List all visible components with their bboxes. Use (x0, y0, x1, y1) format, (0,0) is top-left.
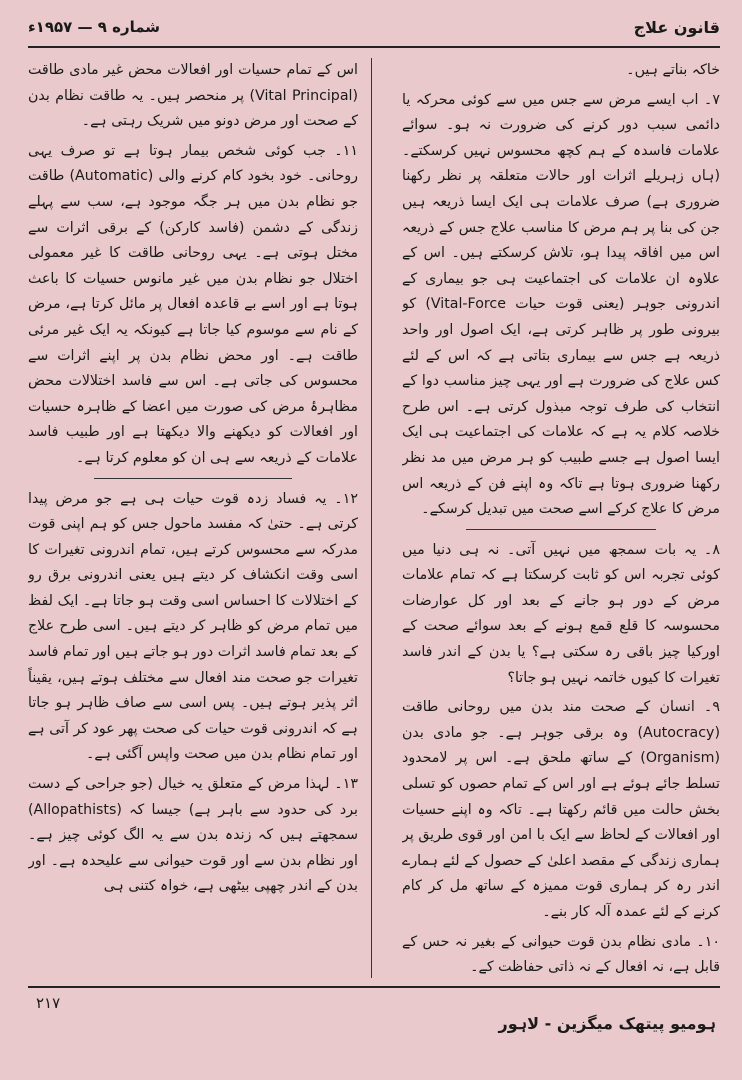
paragraph: اس کے تمام حسیات اور افعالات محض غیر مادی طاقت (Vital Principal) پر منحصر ہیں۔ یہ طاقت نظام بدن کے صحت اور مرض دونو میں شریک رہتی ہے۔ (28, 62, 358, 130)
paragraph: ۱۳۔ لہذا مرض کے متعلق یہ خیال (جو جراحی کے دست برد کی حدود سے باہر ہے) جیسا کہ (Allopathists) سمجھتے ہیں کہ زندہ بدن سے یہ الگ کوئی چیز ہے۔ اور نظام بدن سے اور قوت حیوانی سے علیحدہ ہے۔ اور بدن کے اندر چھپی بیٹھی ہے، خواہ کتنی ہی (28, 776, 358, 895)
left-column (28, 58, 358, 978)
page-footer (28, 986, 720, 1048)
paragraph: ۱۱۔ جب کوئی شخص بیمار ہوتا ہے تو صرف یہی روحانی۔ خود بخود کام کرنے والی (Automatic) طاقت جو نظام بدن میں ہر جگہ موجود ہے، سب سے پہلے زندگی کے دشمن (فاسد کارکن) کے برقی اثرات سے مختل ہوتی ہے۔ یہی روحانی طاقت کا غیر معمولی اختلال جو نظام بدن میں غیر مانوس حسیات کا باعث ہوتا ہے اور اسے بے قاعدہ افعال پر مائل کرتا ہے، مرض کے نام سے موسوم کیا جاتا ہے کیونکہ یہ ایک غیر مرئی طاقت ہے۔ اور محض نظام بدن پر اپنے اثرات سے محسوس کی جاتی ہے۔ اس سے فاسد اختلالات محض مظاہرۂ مرض کی صورت میں اعضا کے ظاہرہ حسیات اور افعالات کو دیکھنے والا دیکھتا ہے اور طبیب فاسد علامات کے ذریعہ سے ہی ان کو معلوم کرتا ہے۔ (28, 142, 358, 466)
separator (94, 478, 292, 479)
page-header (28, 8, 720, 48)
issue-number: شماره ۹ — ۱۹۵۷ء (28, 18, 161, 36)
paragraph: ۸۔ یہ بات سمجھ میں نہیں آتی۔ نہ ہی دنیا میں کوئی تجربہ اس کو ثابت کرسکتا ہے کہ تمام علامات مرض کے دور ہو جانے کے بعد اور کل عوارضات محسوسہ کا قلع قمع ہونے کے بعد سوائے صحت کے اورکیا چیز باقی رہ سکتی ہے؟ یا بدن کے اندر فاسد تغیرات کا کیوں خاتمہ نہیں ہو جاتا؟ (402, 541, 720, 686)
column-divider (371, 58, 372, 978)
paragraph: ۷۔ اب ایسے مرض سے جس میں سے کوئی محرکہ یا دائمی سبب دور کرنے کی ضرورت نہ ہو۔ سوائے علامات فاسدہ کے ہم کچھ محسوس نہیں کرسکتے۔ (ہاں زہریلے اثرات اور حالات متعلقہ پر نظر رکھنا ضروری ہے) صرف علامات ہی ایک ایسا ذریعہ ہیں جن کی بنا پر ہم مرض کا مناسب علاج جس کے ذریعہ اس میں افاقہ پیدا ہو، تلاش کرسکتے ہیں۔ اس کے علاوہ ان علامات کی اجتماعیت ہی جو بیماری کے اندرونی جوہر (یعنی قوت حیات Vital-Force) کو بیرونی طور پر ظاہر کرتی ہے، ایک اصول اور واحد ذریعہ ہے جس سے بیماری بتاتی ہے کہ اس کے لئے کس علاج کی ضرورت ہے اور یہی چیز مناسب دوا کے انتخاب کی طرف توجہ مبذول کرتی ہے۔ اس طرح خلاصہ کلام یہ ہے کہ علامات کی اجتماعیت ہی ایک ایسا اصول ہے جسے طبیب کو ہر مرض میں مد نظر رکھنا ضروری ہوتا ہے تاکہ وہ اپنے فن کے ذریعہ اس مرض کا علاج کرکے اسے صحت میں تبدیل کرسکے۔ (402, 91, 720, 518)
paragraph: خاکہ بناتے ہیں۔ (626, 62, 720, 78)
magazine-name: ہومیو پیتھک میگزین - لاہور (498, 1014, 716, 1033)
right-column (402, 58, 720, 978)
page-number: ۲۱۷ (36, 994, 61, 1012)
separator (466, 529, 657, 530)
paragraph: ۱۰۔ مادی نظام بدن قوت حیوانی کے بغیر نہ حس کے قابل ہے، نہ افعال کے نہ ذاتی حفاظت کے۔ (402, 933, 720, 976)
page-title: قانون علاج (633, 17, 720, 37)
paragraph: ۱۲۔ یہ فساد زدہ قوت حیات ہی ہے جو مرض پیدا کرتی ہے۔ حتیٰ کہ مفسد ماحول جس کو ہم اپنی قوت مدرکہ سے محسوس کرتے ہیں، تمام اندرونی تغیرات کا اسی وقت انکشاف کر دیتے ہیں یعنی اندرونی برق رو کے اختلالات کا احساس اسی وقت ہو جاتا ہے۔ ایک لفظ میں تمام مرض کو ظاہر کر دیتے ہیں۔ اسی طرح علاج کے بعد تمام فاسد اثرات دور ہو جاتے ہیں اور تمام فاسد تغیرات جو صحت مند افعال سے مختلف ہوتے ہیں، یقیناً اثر پذیر ہوتے ہیں۔ پس اسی سے صاف ظاہر ہو جاتا ہے کہ اندرونی قوت حیات کی صحت پھر عود کر آتی ہے اور تمام نظام بدن میں صحت واپس آگئی ہے۔ (28, 490, 358, 763)
paragraph: ۹۔ انسان کے صحت مند بدن میں روحانی طاقت (Autocracy) وہ برقی جوہر ہے۔ جو مادی بدن (Organism) کے ساتھ ملحق ہے۔ اس پر لامحدود تسلط جائے ہوئے ہے اور اس کے تمام حصوں کو تسلی بخش حالت میں قائم رکھتا ہے۔ تاکہ وہ اپنے حسیات اور افعالات کے لحاظ سے ایک با امن اور قوی طریق پر ہماری زندگی کے مقصد اعلیٰ کے حصول کے لئے ہمارے اندر رہ کر ہماری قوت ممیزہ کے ساتھ مل کر کام کرنے کے لئے عمدہ آلہ کار بنے۔ (402, 699, 720, 920)
